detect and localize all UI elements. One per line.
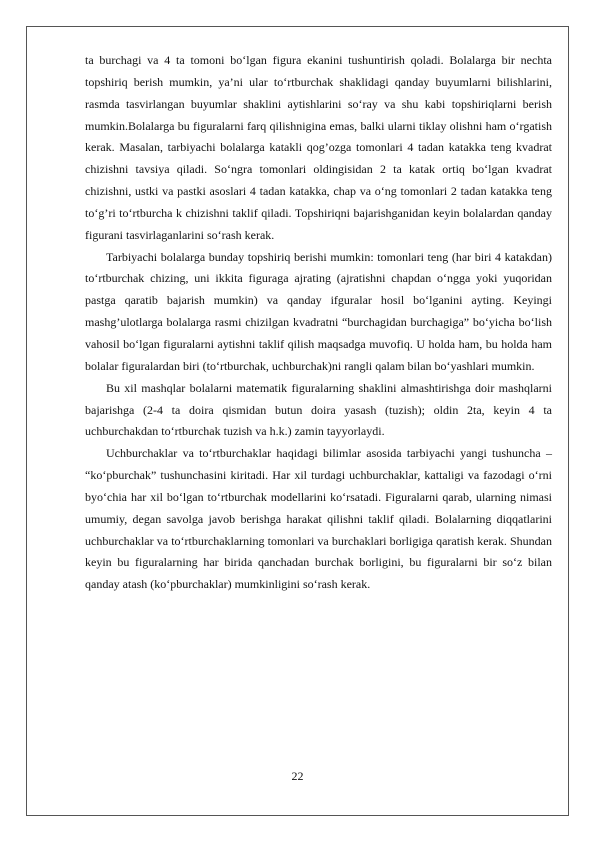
paragraph-3: Bu xil mashqlar bolalarni matematik figuralarning shaklini almashtirishga doir mashqlarni bajarishga (2-4 ta doira qismidan butun doira yasash (tuzish); oldin 2ta, keyin 4 ta uchburchakdan to‘rtburchak tuzish va h.k.) zamin tayyorlaydi. (85, 380, 552, 439)
paragraph-2: Tarbiyachi bolalarga bunday topshiriq berishi mumkin: tomonlari teng (har biri 4 katakdan) to‘rtburchak chizing, uni ikkita figuraga ajrating (ajratishni chapdan o‘ngga yoki yuqoridan pastga qaratib bajarish mumkin) va qanday ifguralar hosil bo‘lganini ayting. Keyingi mashg’ulotlarga bolalarga rasmi chizilgan kvadratni “burchagidan burchagiga” bo‘yicha bo‘lish vahosil bo‘lgan figuralarni aytishni taklif qilish maqsadga muvofiq. U holda ham, bu holda ham bolalar figuralardan biri (to‘rtburchak, uchburchak)ni rangli qalam bilan bo‘yashlari mumkin. (85, 249, 552, 373)
paragraph-4: Uchburchaklar va to‘rtburchaklar haqidagi bilimlar asosida tarbiyachi yangi tushuncha – “ko‘pburchak” tushunchasini kiritadi. Har xil turdagi uchburchaklar, kattaligi va fazodagi o‘rni byo‘chia har xil bo‘lgan to‘rtburchak modellarini ko‘rsatadi. Figuralarni qarab, ularning nimasi umumiy, degan savolga javob berishga harakat qilishni taklif qiladi. Bolalarning diqqatlarini uchburchaklar va to‘rtburchaklarning tomonlari va burchaklari borligiga qaratish kerak. Shundan keyin bu figuralarning har birida qanchadan burchak borligini, bu figuralarni bir so‘z bilan qanday atash (ko‘pburchaklar) mumkinligini so‘rash kerak. (85, 446, 552, 592)
paragraph-1: ta burchagi va 4 ta tomoni bo‘lgan figura ekanini tushuntirish qoladi. Bolalarga bir nechta topshiriq berish mumkin, ya’ni ular to‘rtburchak shaklidagi qanday buyumlarni bilishlarini, rasmda tasvirlangan buyumlar shaklini aytishlarini so‘ray va shu kabi topshiriqlarni berish mumkin.Bolalarga bu figuralarni farq qilishnigina emas, balki ularni tiklay olishni ham o‘rgatish kerak. Masalan, tarbiyachi bolalarga katakli qog’ozga tomonlari 4 tadan katakka teng kvadrat chizishni tavsiya qiladi. So‘ngra tomonlari oldingisidan 2 ta katak ortiq bo‘lgan kvadrat chizishni, ustki va pastki asoslari 4 tadan katakka, chap va o‘ng tomonlari 2 tadan katakka teng to‘g’ri to‘rtburcha k chizishni taklif qiladi. Topshiriqni bajarishganidan keyin bolalardan qanday figurani tasvirlaganlarini so‘rash kerak. (85, 53, 552, 242)
document-body (85, 50, 552, 596)
page-number: 22 (291, 769, 304, 783)
